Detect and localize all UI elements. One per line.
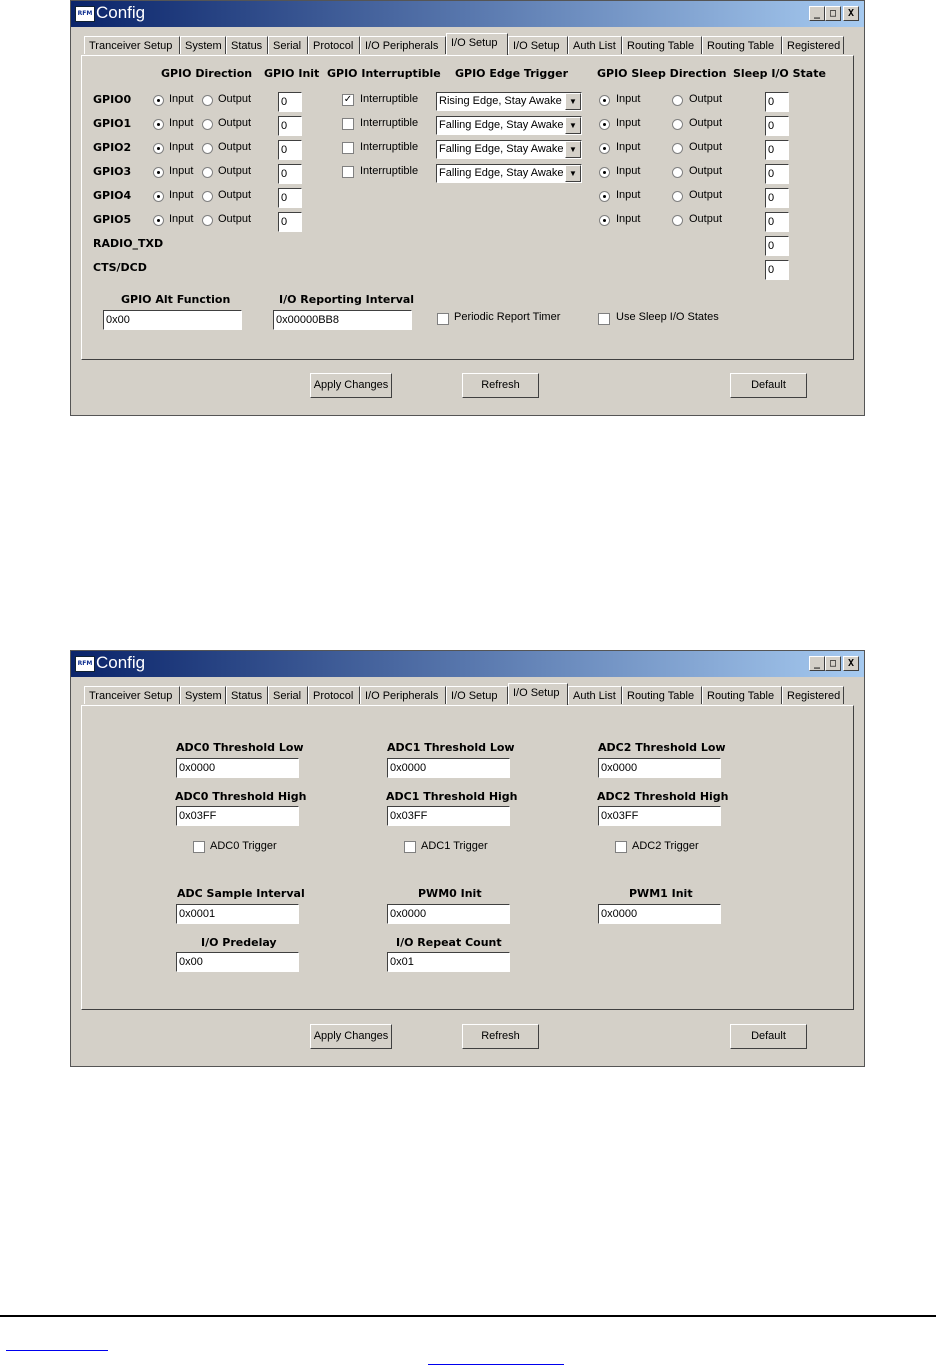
gpio3-sleep-output-radio[interactable] (672, 167, 683, 178)
gpio4-sleep-state-input[interactable]: 0 (765, 188, 789, 208)
gpio3-interruptible-checkbox[interactable] (342, 166, 354, 178)
gpio3-direction-output-radio[interactable] (202, 167, 213, 178)
gpio4-direction-output-radio[interactable] (202, 191, 213, 202)
tab-io-setup-2[interactable]: I/O Setup (508, 36, 568, 54)
gpio1-sleep-input-radio[interactable] (599, 119, 610, 130)
tab-serial[interactable]: Serial (268, 686, 308, 704)
adc0-threshold-low-label: ADC0 Threshold Low (176, 741, 304, 754)
gpio2-sleep-output-radio[interactable] (672, 143, 683, 154)
header-sleep-io-state: Sleep I/O State (733, 67, 826, 80)
gpio3-sleep-output-label: Output (689, 165, 723, 177)
gpio3-label: GPIO3 (93, 165, 132, 178)
tab-protocol[interactable]: Protocol (308, 686, 360, 704)
gpio3-sleep-input-label: Input (616, 165, 641, 177)
adc1-threshold-high-input[interactable]: 0x03FF (387, 806, 510, 826)
io-repeat-count-label: I/O Repeat Count (396, 936, 502, 949)
adc-sample-interval-label: ADC Sample Interval (177, 887, 305, 900)
adc2-trigger-label: ADC2 Trigger (632, 840, 699, 852)
gpio5-init-input[interactable]: 0 (278, 212, 302, 232)
adc2-trigger-checkbox[interactable] (615, 841, 627, 853)
pwm1-init-label: PWM1 Init (629, 887, 693, 900)
gpio4-label: GPIO4 (93, 189, 132, 202)
tab-io-setup-1[interactable]: I/O Setup (446, 33, 508, 55)
gpio3-edge-trigger-value: Falling Edge, Stay Awake (439, 167, 564, 179)
gpio5-sleep-input-radio[interactable] (599, 215, 610, 226)
gpio0-init-input[interactable]: 0 (278, 92, 302, 112)
tab-status[interactable]: Status (226, 686, 268, 704)
io-reporting-interval-label: I/O Reporting Interval (279, 293, 415, 306)
maximize-button[interactable]: □ (825, 6, 841, 21)
pwm0-init-input[interactable]: 0x0000 (387, 904, 510, 924)
gpio2-edge-trigger-value: Falling Edge, Stay Awake (439, 143, 564, 155)
header-gpio-init: GPIO Init (264, 67, 320, 80)
pwm0-init-label: PWM0 Init (418, 887, 482, 900)
tab-routing-table-1[interactable]: Routing Table (622, 36, 702, 54)
gpio5-sleep-output-label: Output (689, 213, 723, 225)
gpio0-direction-output-radio[interactable] (202, 95, 213, 106)
gpio0-sleep-input-radio[interactable] (599, 95, 610, 106)
apply-changes-button[interactable]: Apply Changes (310, 1024, 392, 1049)
tab-io-setup-1[interactable]: I/O Setup (446, 686, 508, 704)
config-window-gpio (70, 0, 865, 416)
adc1-threshold-low-input[interactable]: 0x0000 (387, 758, 510, 778)
gpio0-sleep-input-label: Input (616, 93, 641, 105)
gpio4-input-label: Input (169, 189, 194, 201)
default-button[interactable]: Default (730, 1024, 807, 1049)
gpio0-interruptible-label: Interruptible (360, 93, 419, 105)
adc2-threshold-high-label: ADC2 Threshold High (597, 790, 729, 803)
gpio1-edge-trigger-value: Falling Edge, Stay Awake (439, 119, 564, 131)
gpio0-direction-input-radio[interactable] (153, 95, 164, 106)
tab-tranceiver-setup[interactable]: Tranceiver Setup (84, 686, 180, 704)
gpio2-interruptible-label: Interruptible (360, 141, 419, 153)
gpio0-label: GPIO0 (93, 93, 132, 106)
gpio0-output-label: Output (218, 93, 252, 105)
tab-io-peripherals[interactable]: I/O Peripherals (360, 686, 446, 704)
adc0-trigger-checkbox[interactable] (193, 841, 205, 853)
footer-link-underline[interactable] (6, 1350, 108, 1351)
use-sleep-io-states-checkbox[interactable] (598, 313, 610, 325)
header-gpio-direction: GPIO Direction (161, 67, 253, 80)
adc1-threshold-low-label: ADC1 Threshold Low (387, 741, 515, 754)
default-button[interactable]: Default (730, 373, 807, 398)
io-reporting-interval-input[interactable]: 0x00000BB8 (273, 310, 412, 330)
gpio1-init-input[interactable]: 0 (278, 116, 302, 136)
tab-routing-table-2[interactable]: Routing Table (702, 36, 782, 54)
close-button[interactable]: X (843, 656, 859, 671)
gpio2-direction-output-radio[interactable] (202, 143, 213, 154)
header-gpio-edge-trigger: GPIO Edge Trigger (455, 67, 569, 80)
adc2-threshold-high-input[interactable]: 0x03FF (598, 806, 721, 826)
tab-io-setup-2[interactable]: I/O Setup (508, 683, 568, 705)
gpio4-direction-input-radio[interactable] (153, 191, 164, 202)
gpio2-interruptible-checkbox[interactable] (342, 142, 354, 154)
radio-txd-label: RADIO_TXD (93, 237, 164, 250)
gpio1-direction-output-radio[interactable] (202, 119, 213, 130)
io-predelay-label: I/O Predelay (201, 936, 277, 949)
gpio3-sleep-input-radio[interactable] (599, 167, 610, 178)
gpio1-sleep-output-radio[interactable] (672, 119, 683, 130)
gpio1-input-label: Input (169, 117, 194, 129)
radio-txd-sleep-state-input[interactable]: 0 (765, 236, 789, 256)
minimize-button[interactable]: _ (809, 656, 825, 671)
io-repeat-count-input[interactable]: 0x01 (387, 952, 510, 972)
gpio3-sleep-state-input[interactable]: 0 (765, 164, 789, 184)
title-bar[interactable] (71, 1, 864, 27)
gpio3-input-label: Input (169, 165, 194, 177)
refresh-button[interactable]: Refresh (462, 1024, 539, 1049)
tab-system[interactable]: System (180, 686, 226, 704)
chevron-down-icon[interactable]: ▼ (565, 93, 581, 110)
chevron-down-icon[interactable]: ▼ (565, 117, 581, 134)
adc-sample-interval-input[interactable]: 0x0001 (176, 904, 299, 924)
gpio2-direction-input-radio[interactable] (153, 143, 164, 154)
gpio2-sleep-output-label: Output (689, 141, 723, 153)
tab-system[interactable]: System (180, 36, 226, 54)
tab-routing-table-1[interactable]: Routing Table (622, 686, 702, 704)
gpio2-init-input[interactable]: 0 (278, 140, 302, 160)
gpio0-edge-trigger-value: Rising Edge, Stay Awake (439, 95, 562, 107)
periodic-report-timer-label: Periodic Report Timer (454, 311, 561, 323)
gpio1-output-label: Output (218, 117, 252, 129)
gpio3-output-label: Output (218, 165, 252, 177)
gpio0-sleep-output-label: Output (689, 93, 723, 105)
app-icon: RFM (75, 6, 95, 22)
gpio-alt-function-label: GPIO Alt Function (121, 293, 231, 306)
chevron-down-icon[interactable]: ▼ (565, 165, 581, 182)
app-icon: RFM (75, 656, 95, 672)
gpio1-sleep-state-input[interactable]: 0 (765, 116, 789, 136)
gpio3-init-input[interactable]: 0 (278, 164, 302, 184)
gpio1-direction-input-radio[interactable] (153, 119, 164, 130)
io-setup-adc-panel (81, 705, 854, 1010)
periodic-report-timer-checkbox[interactable] (437, 313, 449, 325)
adc0-threshold-high-input[interactable]: 0x03FF (176, 806, 299, 826)
gpio3-edge-trigger-select[interactable] (436, 164, 582, 183)
gpio2-sleep-input-radio[interactable] (599, 143, 610, 154)
minimize-button[interactable]: _ (809, 6, 825, 21)
gpio0-sleep-output-radio[interactable] (672, 95, 683, 106)
cts-dcd-sleep-state-input[interactable]: 0 (765, 260, 789, 280)
adc1-threshold-high-label: ADC1 Threshold High (386, 790, 518, 803)
tab-auth-list[interactable]: Auth List (568, 36, 622, 54)
config-window-adc (70, 650, 865, 1067)
gpio0-input-label: Input (169, 93, 194, 105)
gpio2-output-label: Output (218, 141, 252, 153)
adc2-threshold-low-label: ADC2 Threshold Low (598, 741, 726, 754)
adc2-threshold-low-input[interactable]: 0x0000 (598, 758, 721, 778)
gpio4-sleep-input-radio[interactable] (599, 191, 610, 202)
cts-dcd-label: CTS/DCD (93, 261, 147, 274)
gpio5-direction-output-radio[interactable] (202, 215, 213, 226)
tab-status[interactable]: Status (226, 36, 268, 54)
tab-tranceiver-setup[interactable]: Tranceiver Setup (84, 36, 180, 54)
adc0-threshold-low-input[interactable]: 0x0000 (176, 758, 299, 778)
gpio4-init-input[interactable]: 0 (278, 188, 302, 208)
tab-registered[interactable]: Registered (782, 36, 844, 54)
tab-protocol[interactable]: Protocol (308, 36, 360, 54)
gpio3-direction-input-radio[interactable] (153, 167, 164, 178)
io-predelay-input[interactable]: 0x00 (176, 952, 299, 972)
tab-auth-list[interactable]: Auth List (568, 686, 622, 704)
gpio5-output-label: Output (218, 213, 252, 225)
gpio4-output-label: Output (218, 189, 252, 201)
gpio1-interruptible-label: Interruptible (360, 117, 419, 129)
gpio1-sleep-output-label: Output (689, 117, 723, 129)
gpio0-edge-trigger-select[interactable] (436, 92, 582, 111)
chevron-down-icon[interactable]: ▼ (565, 141, 581, 158)
adc1-trigger-label: ADC1 Trigger (421, 840, 488, 852)
io-setup-panel (81, 55, 854, 360)
use-sleep-io-states-label: Use Sleep I/O States (616, 311, 719, 323)
tab-io-peripherals[interactable]: I/O Peripherals (360, 36, 446, 54)
header-gpio-interruptible: GPIO Interruptible (327, 67, 441, 80)
gpio1-label: GPIO1 (93, 117, 132, 130)
window-title: Config (96, 653, 146, 672)
apply-changes-button[interactable]: Apply Changes (310, 373, 392, 398)
maximize-button[interactable]: □ (825, 656, 841, 671)
gpio5-sleep-state-input[interactable]: 0 (765, 212, 789, 232)
gpio4-sleep-output-radio[interactable] (672, 191, 683, 202)
gpio1-sleep-input-label: Input (616, 117, 641, 129)
refresh-button[interactable]: Refresh (462, 373, 539, 398)
gpio5-input-label: Input (169, 213, 194, 225)
gpio3-interruptible-label: Interruptible (360, 165, 419, 177)
gpio5-label: GPIO5 (93, 213, 132, 226)
gpio2-input-label: Input (169, 141, 194, 153)
gpio-alt-function-input[interactable]: 0x00 (103, 310, 242, 330)
pwm1-init-input[interactable]: 0x0000 (598, 904, 721, 924)
tab-serial[interactable]: Serial (268, 36, 308, 54)
window-title: Config (96, 3, 146, 22)
gpio2-edge-trigger-select[interactable] (436, 140, 582, 159)
footer-rule (0, 1315, 936, 1317)
gpio4-sleep-input-label: Input (616, 189, 641, 201)
tab-registered[interactable]: Registered (782, 686, 844, 704)
title-bar[interactable] (71, 651, 864, 677)
gpio1-interruptible-checkbox[interactable] (342, 118, 354, 130)
gpio5-direction-input-radio[interactable] (153, 215, 164, 226)
gpio2-label: GPIO2 (93, 141, 132, 154)
adc0-threshold-high-label: ADC0 Threshold High (175, 790, 307, 803)
footer-link-underline[interactable] (428, 1364, 564, 1365)
gpio1-edge-trigger-select[interactable] (436, 116, 582, 135)
gpio2-sleep-state-input[interactable]: 0 (765, 140, 789, 160)
gpio4-sleep-output-label: Output (689, 189, 723, 201)
header-gpio-sleep-direction: GPIO Sleep Direction (597, 67, 727, 80)
gpio0-interruptible-checkbox[interactable]: ✓ (343, 94, 353, 105)
gpio5-sleep-output-radio[interactable] (672, 215, 683, 226)
adc0-trigger-label: ADC0 Trigger (210, 840, 277, 852)
gpio0-sleep-state-input[interactable]: 0 (765, 92, 789, 112)
tab-routing-table-2[interactable]: Routing Table (702, 686, 782, 704)
adc1-trigger-checkbox[interactable] (404, 841, 416, 853)
close-button[interactable]: X (843, 6, 859, 21)
gpio2-sleep-input-label: Input (616, 141, 641, 153)
gpio5-sleep-input-label: Input (616, 213, 641, 225)
